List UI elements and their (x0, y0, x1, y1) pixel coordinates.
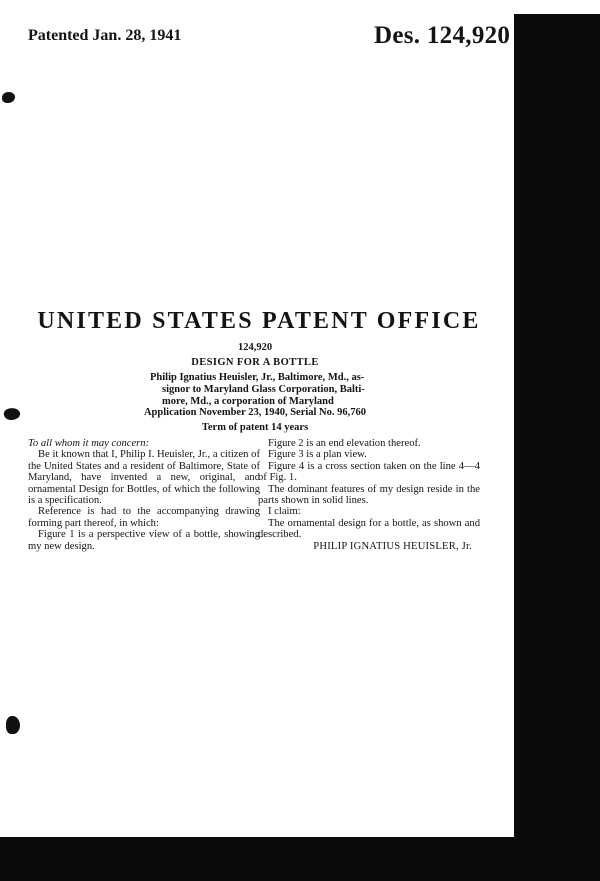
assignment-block (150, 372, 440, 408)
scan-edge-bottom (0, 837, 600, 881)
patent-number: 124,920 (237, 342, 273, 353)
paragraph: Figure 4 is a cross section taken on the line 4—4 of Fig. 1. (258, 460, 480, 484)
paragraph: Be it known that I, Philip I. Heuisler, Jr., a citizen of the United States and a resident of Baltimore, State of Maryland, have invented a new, original, and ornamental Design for Bottles, of which the following is a specification. (28, 449, 260, 507)
paragraph: Figure 2 is an end elevation thereof. (268, 438, 421, 449)
term-line: Term of patent 14 years (201, 422, 309, 433)
paragraph: Figure 3 is a plan view. (268, 449, 367, 461)
punch-hole-mark (2, 92, 15, 103)
paragraph: The dominant features of my design reside in the parts shown in solid lines. (258, 483, 480, 507)
paragraph: Reference is had to the accompanying drawing forming part thereof, in which: (28, 506, 260, 529)
assignment-line: signor to Maryland Glass Corporation, Balti- (162, 384, 365, 395)
claim-heading: I claim: (268, 506, 301, 518)
body-column-right (258, 438, 480, 552)
scan-edge-right (514, 14, 600, 881)
design-number: Des. 124,920 (374, 22, 511, 49)
punch-hole-mark (6, 716, 20, 734)
design-title: DESIGN FOR A BOTTLE (191, 357, 319, 368)
body-column-left (28, 438, 260, 552)
assignment-line: Philip Ignatius Heuisler, Jr., Baltimore, Md., as- (150, 372, 365, 383)
office-title: UNITED STATES PATENT OFFICE (37, 308, 481, 334)
paragraph: Figure 1 is a perspective view of a bottle, showing my new design. (28, 529, 260, 552)
inventor-signature: PHILIP IGNATIUS HEUISLER, Jr. (313, 540, 472, 552)
assignment-line: more, Md., a corporation of Maryland (162, 396, 334, 407)
application-line: Application November 23, 1940, Serial No. 96,760 (143, 407, 367, 418)
patent-date: Patented Jan. 28, 1941 (28, 27, 182, 44)
claim-text: The ornamental design for a bottle, as shown and described. (258, 517, 480, 541)
salutation: To all whom it may concern: (28, 438, 150, 449)
